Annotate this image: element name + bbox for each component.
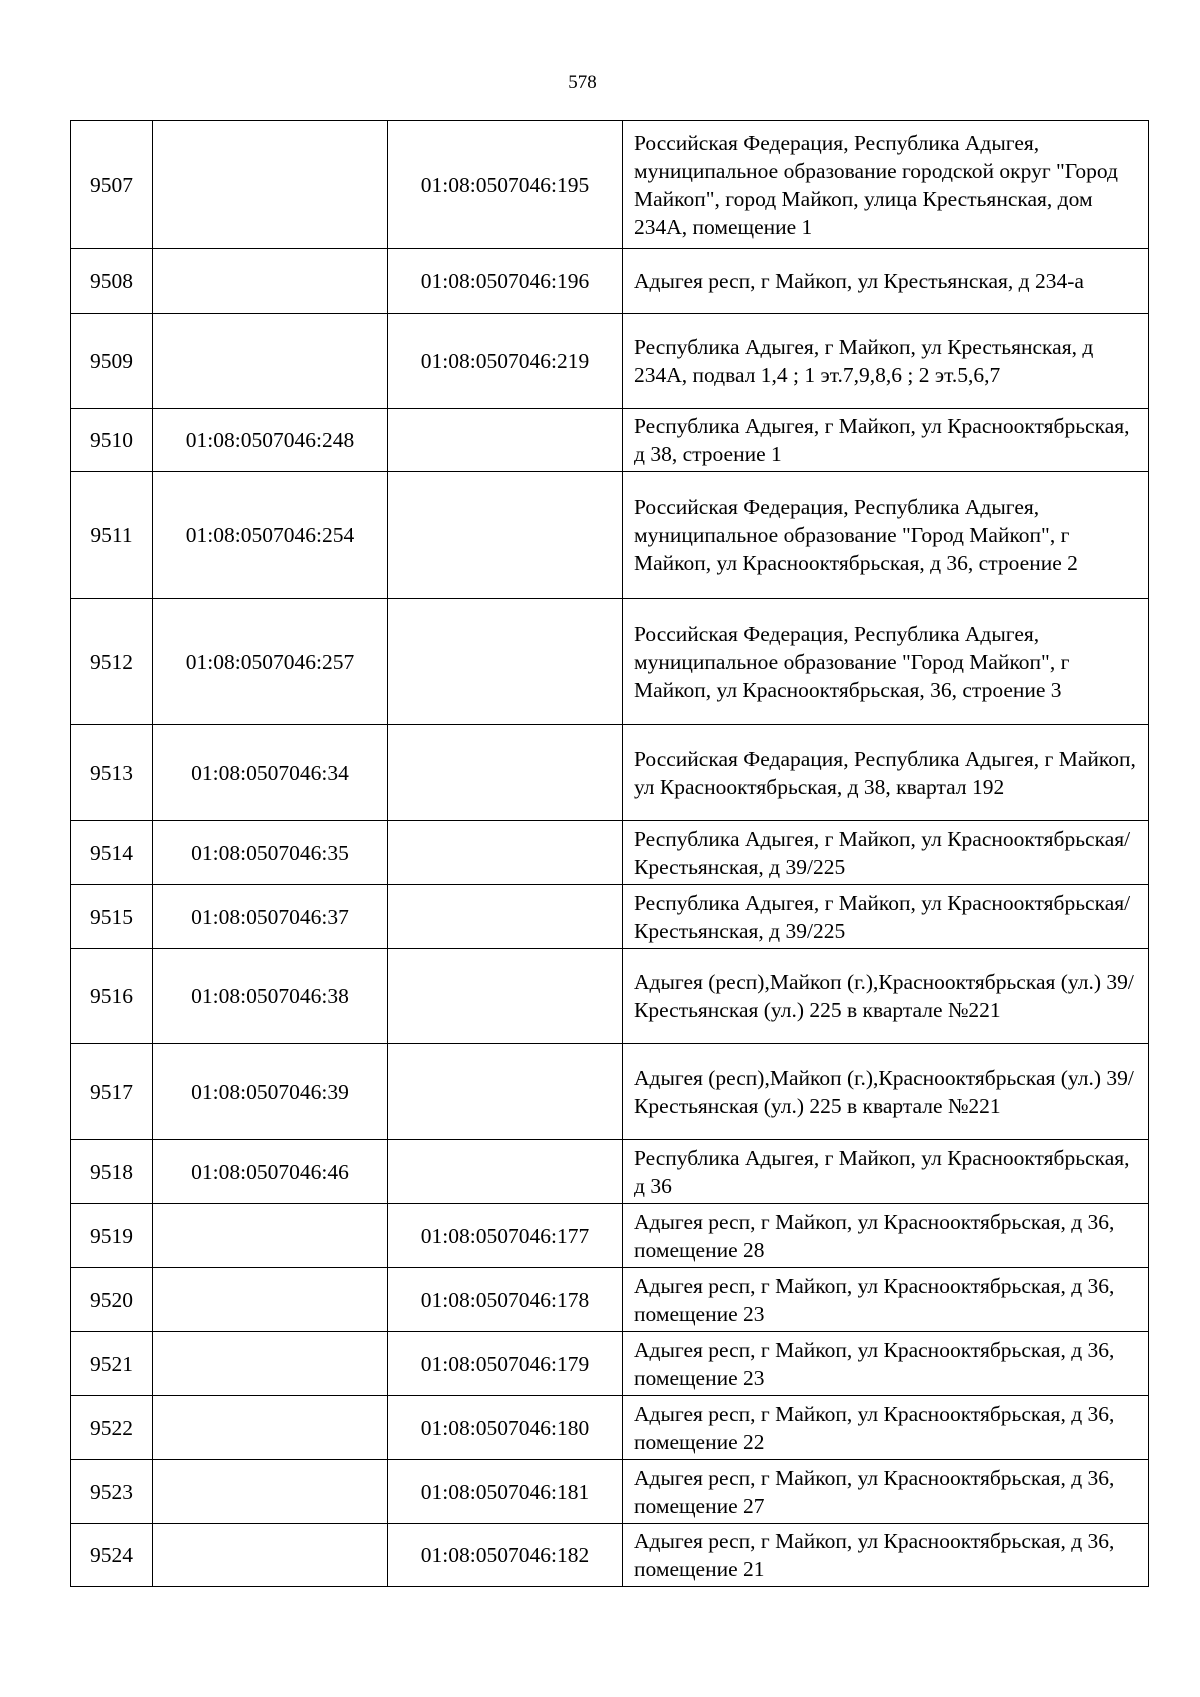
table-row [71,1332,1149,1396]
object-cadastral-number: 01:08:0507046:178 [388,1268,623,1332]
land-cadastral-number [153,1204,388,1268]
table-row [71,472,1149,599]
table-row [71,1140,1149,1204]
land-cadastral-number: 01:08:0507046:254 [153,472,388,599]
object-cadastral-number [388,1044,623,1140]
row-number: 9510 [71,409,153,472]
land-cadastral-number [153,121,388,249]
row-number: 9515 [71,885,153,949]
row-number: 9513 [71,725,153,821]
table-row [71,1268,1149,1332]
land-cadastral-number: 01:08:0507046:38 [153,949,388,1044]
object-cadastral-number [388,885,623,949]
address: Адыгея (респ),Майкоп (г.),Краснооктябрьская (ул.) 39/Крестьянская (ул.) 225 в квартале №221 [623,1044,1149,1140]
address: Российская Федарация, Республика Адыгея, г Майкоп, ул Краснооктябрьская, д 38, квартал 192 [623,725,1149,821]
object-cadastral-number [388,725,623,821]
row-number: 9520 [71,1268,153,1332]
address: Адыгея респ, г Майкоп, ул Краснооктябрьская, д 36, помещение 21 [623,1524,1149,1587]
land-cadastral-number: 01:08:0507046:248 [153,409,388,472]
table-row [71,1396,1149,1460]
row-number: 9523 [71,1460,153,1524]
address: Российская Федерация, Республика Адыгея, муниципальное образование "Город Майкоп", г Майкоп, ул Краснооктябрьская, д 36, строение 2 [623,472,1149,599]
address: Республика Адыгея, г Майкоп, ул Крестьянская, д 234А, подвал 1,4 ; 1 эт.7,9,8,6 ; 2 эт.5,6,7 [623,314,1149,409]
address: Российская Федерация, Республика Адыгея, муниципальное образование городской округ "Город Майкоп", город Майкоп, улица Крестьянская, дом 234А, помещение 1 [623,121,1149,249]
row-number: 9508 [71,249,153,314]
address: Адыгея респ, г Майкоп, ул Крестьянская, д 234-а [623,249,1149,314]
object-cadastral-number: 01:08:0507046:195 [388,121,623,249]
address: Адыгея респ, г Майкоп, ул Краснооктябрьская, д 36, помещение 23 [623,1268,1149,1332]
row-number: 9511 [71,472,153,599]
row-number: 9521 [71,1332,153,1396]
row-number: 9512 [71,599,153,725]
address: Адыгея респ, г Майкоп, ул Краснооктябрьская, д 36, помещение 27 [623,1460,1149,1524]
table-row [71,409,1149,472]
land-cadastral-number [153,1524,388,1587]
land-cadastral-number: 01:08:0507046:37 [153,885,388,949]
table-row [71,821,1149,885]
land-cadastral-number: 01:08:0507046:46 [153,1140,388,1204]
table-row [71,314,1149,409]
row-number: 9509 [71,314,153,409]
land-cadastral-number: 01:08:0507046:35 [153,821,388,885]
table-row [71,1524,1149,1587]
address: Российская Федерация, Республика Адыгея, муниципальное образование "Город Майкоп", г Майкоп, ул Краснооктябрьская, 36, строение 3 [623,599,1149,725]
land-cadastral-number [153,249,388,314]
table-row [71,1204,1149,1268]
table-row [71,949,1149,1044]
object-cadastral-number [388,472,623,599]
page-number: 578 [568,72,597,93]
land-cadastral-number [153,1268,388,1332]
object-cadastral-number: 01:08:0507046:179 [388,1332,623,1396]
object-cadastral-number [388,599,623,725]
address: Республика Адыгея, г Майкоп, ул Краснооктябрьская/Крестьянская, д 39/225 [623,885,1149,949]
row-number: 9507 [71,121,153,249]
land-cadastral-number [153,314,388,409]
object-cadastral-number [388,1140,623,1204]
row-number: 9519 [71,1204,153,1268]
address: Республика Адыгея, г Майкоп, ул Краснооктябрьская, д 38, строение 1 [623,409,1149,472]
table-row [71,885,1149,949]
object-cadastral-number: 01:08:0507046:177 [388,1204,623,1268]
address: Республика Адыгея, г Майкоп, ул Краснооктябрьская, д 36 [623,1140,1149,1204]
land-cadastral-number: 01:08:0507046:257 [153,599,388,725]
land-cadastral-number: 01:08:0507046:39 [153,1044,388,1140]
land-cadastral-number: 01:08:0507046:34 [153,725,388,821]
object-cadastral-number: 01:08:0507046:181 [388,1460,623,1524]
table-row [71,121,1149,249]
object-cadastral-number [388,409,623,472]
land-cadastral-number [153,1332,388,1396]
object-cadastral-number: 01:08:0507046:219 [388,314,623,409]
row-number: 9518 [71,1140,153,1204]
table-row [71,599,1149,725]
table-row [71,725,1149,821]
address: Адыгея респ, г Майкоп, ул Краснооктябрьская, д 36, помещение 23 [623,1332,1149,1396]
address: Адыгея (респ),Майкоп (г.),Краснооктябрьская (ул.) 39/Крестьянская (ул.) 225 в квартале №221 [623,949,1149,1044]
table-row [71,1044,1149,1140]
row-number: 9522 [71,1396,153,1460]
object-cadastral-number: 01:08:0507046:180 [388,1396,623,1460]
table-row [71,1460,1149,1524]
row-number: 9517 [71,1044,153,1140]
address: Адыгея респ, г Майкоп, ул Краснооктябрьская, д 36, помещение 28 [623,1204,1149,1268]
table-row [71,249,1149,314]
land-cadastral-number [153,1396,388,1460]
address: Адыгея респ, г Майкоп, ул Краснооктябрьская, д 36, помещение 22 [623,1396,1149,1460]
object-cadastral-number: 01:08:0507046:196 [388,249,623,314]
land-cadastral-number [153,1460,388,1524]
object-cadastral-number [388,821,623,885]
row-number: 9524 [71,1524,153,1587]
address: Республика Адыгея, г Майкоп, ул Краснооктябрьская/Крестьянская, д 39/225 [623,821,1149,885]
row-number: 9514 [71,821,153,885]
object-cadastral-number: 01:08:0507046:182 [388,1524,623,1587]
records-table [70,120,1149,1587]
object-cadastral-number [388,949,623,1044]
row-number: 9516 [71,949,153,1044]
